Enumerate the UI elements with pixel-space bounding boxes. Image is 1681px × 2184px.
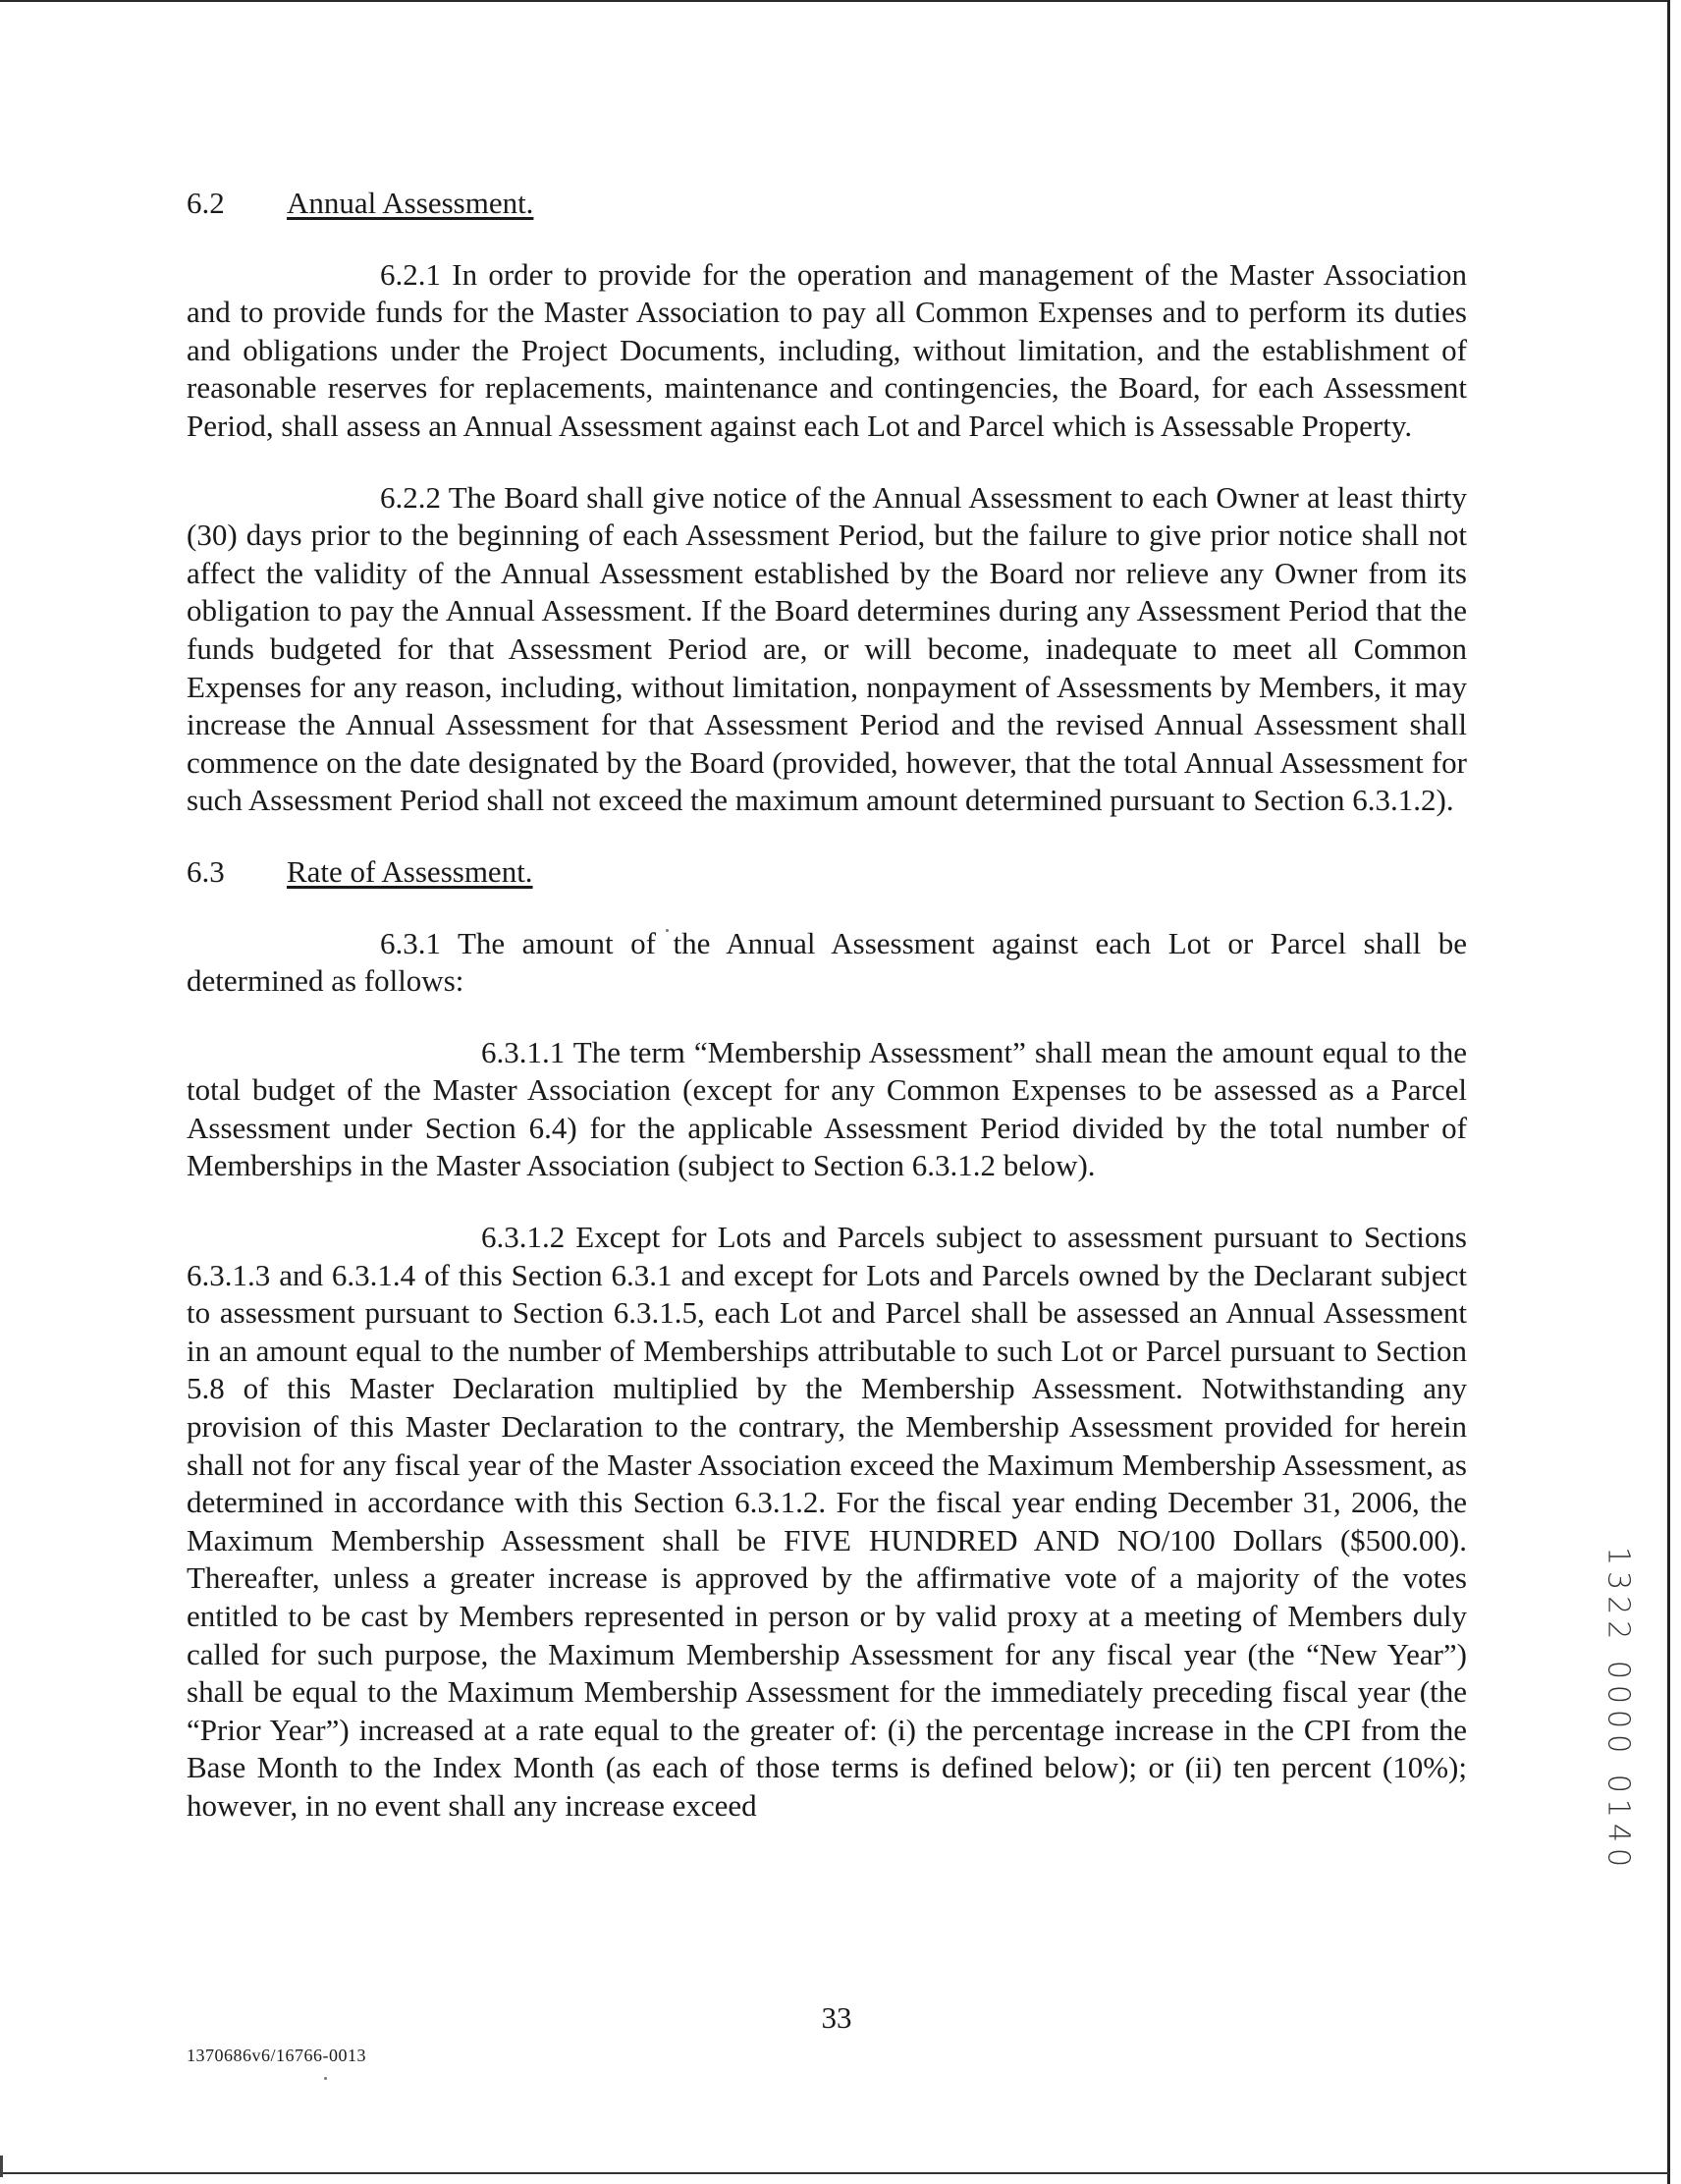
scan-edge-mark [0,2156,3,2177]
page-number: 33 [821,2000,852,2035]
scan-border-right [1667,0,1670,2184]
section-title: Rate of Assessment. [287,853,533,889]
document-id: 1370686v6/16766-0013 [187,2046,366,2065]
section-title: Annual Assessment. [287,186,534,220]
section-number: 6.2 [187,186,225,220]
scan-border-top [0,0,1669,2]
margin-stamp-text: 1322 0000 0140 [1600,1546,1636,1874]
paragraph-6-3-1: 6.3.1 The amount of the Annual Assessment against each Lot or Parcel shall be determined as follows: [187,925,1467,999]
document-body [187,185,1467,1826]
section-number: 6.3 [187,853,225,889]
paragraph-6-2-1: 6.2.1 In order to provide for the operation and management of the Master Association and to provide funds for the Master Association to pay all Common Expenses and to perform its duties and obligations under the Project Documents, including, without limitation, and the establishment of reasonable reserves for replacements, maintenance and contingencies, the Board, for each Assessment Period, shall assess an Annual Assessment against each Lot and Parcel which is Assessable Property. [187,256,1467,443]
section-heading-6-3 [187,853,1467,892]
paragraph-6-3-1-2: 6.3.1.2 Except for Lots and Parcels subject to assessment pursuant to Sections 6.3.1.3 and 6.3.1.4 of this Section 6.3.1 and except for Lots and Parcels owned by the Declarant subject to assessment pursuant to Section 6.3.1.5, each Lot and Parcel shall be assessed an Annual Assessment in an amount equal to the number of Memberships attributable to such Lot or Parcel pursuant to Section 5.8 of this Master Declaration multiplied by the Membership Assessment. Notwithstanding any provision of this Master Declaration to the contrary, the Membership Assessment provided for herein shall not for any fiscal year of the Master Association exceed the Maximum Membership Assessment, as determined in accordance with this Section 6.3.1.2. For the fiscal year ending December 31, 2006, the Maximum Membership Assessment shall be FIVE HUNDRED AND NO/100 Dollars ($500.00). Thereafter, unless a greater increase is approved by the affirmative vote of a majority of the votes entitled to be cast by Members represented in person or by valid proxy at a meeting of Members duly called for such purpose, the Maximum Membership Assessment for any fiscal year (the “New Year”) shall be equal to the Maximum Membership Assessment for the immediately preceding fiscal year (the “Prior Year”) increased at a rate equal to the greater of: (i) the percentage increase in the CPI from the Base Month to the Index Month (as each of those terms is defined below); or (ii) ten percent (10%); however, in no event shall any increase exceed [187,1220,1467,1823]
section-heading-6-2 [187,185,1467,223]
scan-speck [324,2077,327,2080]
scan-border-bottom [0,2172,1669,2174]
paragraph-6-2-2: 6.2.2 The Board shall give notice of the Annual Assessment to each Owner at least thirty (30) days prior to the beginning of each Assessment Period, but the failure to give prior notice shall not affect the validity of the Annual Assessment established by the Board nor relieve any Owner from its obligation to pay the Annual Assessment. If the Board determines during any Assessment Period that the funds budgeted for that Assessment Period are, or will become, inadequate to meet all Common Expenses for any reason, including, without limitation, nonpayment of Assessments by Members, it may increase the Annual Assessment for that Assessment Period and the revised Annual Assessment shall commence on the date designated by the Board (provided, however, that the total Annual Assessment for such Assessment Period shall not exceed the maximum amount determined pursuant to Section 6.3.1.2). [187,479,1467,818]
paragraph-6-3-1-1: 6.3.1.1 The term “Membership Assessment” shall mean the amount equal to the total budget of the Master Association (except for any Common Expenses to be assessed as a Parcel Assessment under Section 6.4) for the applicable Assessment Period divided by the total number of Memberships in the Master Association (subject to Section 6.3.1.2 below). [187,1034,1467,1183]
margin-stamp [1599,1546,1638,1874]
